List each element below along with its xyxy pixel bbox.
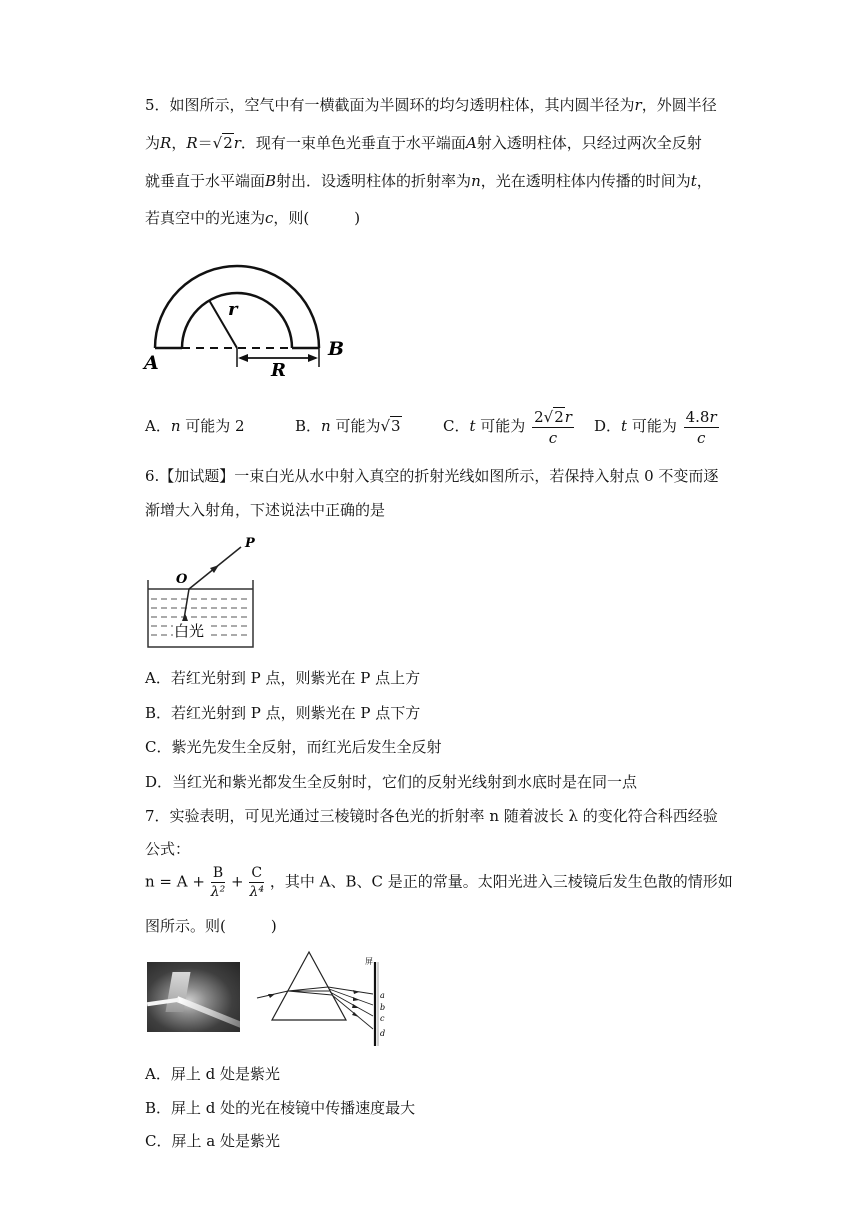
ray-out-d xyxy=(332,995,373,1029)
q5-option-d-fraction: $\frac{4.8r}{c}$ xyxy=(685,407,717,447)
arrow-c xyxy=(352,1004,359,1008)
q5-line-2: 为R，R＝√2r．现有一束单色光垂直于水平端面A射入透明柱体，只经过两次全反射 xyxy=(145,134,702,152)
incoming-ray-arrow xyxy=(268,994,275,998)
q5-option-d[interactable]: D．t 可能为 $\frac{4.8r}{c}$ xyxy=(594,407,717,447)
q6-option-b[interactable]: B．若红光射到 P 点，则紫光在 P 点下方 xyxy=(145,704,421,722)
ray-inside-1 xyxy=(288,987,328,991)
q5-line-4: 若真空中的光速为c，则( ) xyxy=(145,209,361,227)
label-B: B xyxy=(328,338,345,360)
q6-option-c[interactable]: C．紫光先发生全反射，而红光后发生全反射 xyxy=(145,738,442,756)
q6-line-2: 渐增大入射角，下述说法中正确的是 xyxy=(145,501,386,519)
q6-water-refraction-figure xyxy=(143,535,263,655)
q7-option-c[interactable]: C．屏上 a 处是紫光 xyxy=(145,1132,280,1150)
arrow-b xyxy=(353,997,359,1001)
ray-out-a xyxy=(328,987,373,994)
q7-option-a[interactable]: A．屏上 d 处是紫光 xyxy=(145,1065,280,1083)
q5-option-a[interactable]: A．n 可能为 2 xyxy=(145,417,245,435)
q7-line-1: 7．实验表明，可见光通过三棱镜时各色光的折射率 n 随着波长 λ 的变化符合科西经验 xyxy=(145,807,718,825)
label-R: R xyxy=(271,360,286,380)
q7-line-4: 图所示。则( ) xyxy=(145,917,277,935)
label-a: a xyxy=(380,991,385,1000)
label-b: b xyxy=(380,1003,386,1012)
label-white-light: 白光 xyxy=(174,622,205,640)
q5-line-3: 就垂直于水平端面B射出．设透明柱体的折射率为n，光在透明柱体内传播的时间为t， xyxy=(145,172,712,190)
ray-out-b xyxy=(329,989,373,1005)
q6-line-1: 6.【加试题】一束白光从水中射入真空的折射光线如图所示，若保持入射点 0 不变而逐 xyxy=(145,467,719,485)
q7-prism-dispersion-figure xyxy=(255,950,405,1050)
label-O: O xyxy=(176,572,188,587)
q5-option-c-fraction: $\frac{2√2r}{c}$ xyxy=(534,407,572,447)
q7-option-b[interactable]: B．屏上 d 处的光在棱镜中传播速度最大 xyxy=(145,1099,416,1117)
label-d: d xyxy=(380,1029,386,1038)
label-P: P xyxy=(245,536,255,551)
label-A: A xyxy=(144,352,159,374)
R-arrow-right xyxy=(308,354,318,362)
prism xyxy=(272,952,346,1020)
label-r: r xyxy=(228,299,238,320)
prism-photo xyxy=(147,962,240,1032)
q7-cauchy-formula-line: n = A + $\frac{B}{\text{λ²}}$ + $\frac{C}{\text{λ⁴}}$ ，其中 A、B、C 是正的常量。太阳光进入三棱镜后发生色散的情形如 xyxy=(145,865,733,900)
q5-option-b[interactable]: B．n 可能为√3 xyxy=(295,417,401,435)
label-c: c xyxy=(380,1014,385,1023)
ray-inside-3 xyxy=(288,991,332,995)
q5-line-1: 5．如图所示，空气中有一横截面为半圆环的均匀透明柱体，其内圆半径为r，外圆半径 xyxy=(145,96,717,114)
arrow-a xyxy=(353,990,359,994)
q6-option-a[interactable]: A．若红光射到 P 点，则紫光在 P 点上方 xyxy=(145,669,421,687)
q5-semicircle-ring-figure xyxy=(140,255,360,380)
q7-line-2: 公式： xyxy=(145,840,191,858)
R-arrow-left xyxy=(238,354,248,362)
q5-option-c[interactable]: C．t 可能为 $\frac{2√2r}{c}$ xyxy=(443,407,572,447)
label-screen: 屏 xyxy=(365,957,373,966)
q6-option-d[interactable]: D．当红光和紫光都发生全反射时，它们的反射光线射到水底时是在同一点 xyxy=(145,773,638,791)
ray-out-c xyxy=(330,992,373,1016)
